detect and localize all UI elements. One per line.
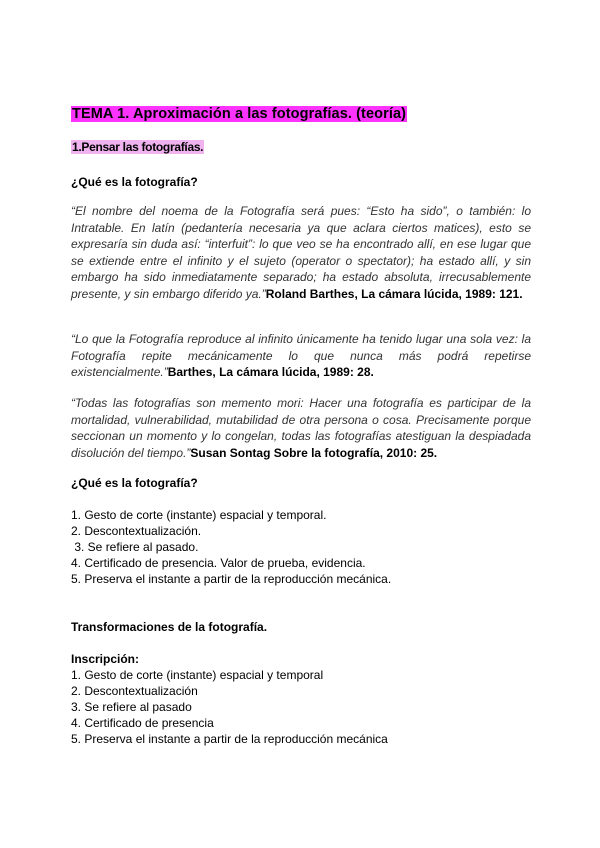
quote-text: “El nombre del noema de la Fotografía será pues: “Esto ha sido”, o también: lo Intratable. En latín (pedantería necesaria ya que aclara ciertos matices), esto se expresaría sin duda así: “interfuit”: lo que veo se ha encontrado allí, en ese lugar que se extiende entre el infinito y el sujeto (operator o spectator); ha estado allí, y sin embargo ha sido inmediatamente separado; ha estado absoluta, irrecusablemente presente, y sin embargo diferido ya.”	[71, 204, 531, 301]
list-item: 5. Preserva el instante a partir de la reproducción mecánica.	[71, 572, 392, 586]
list-inscripcion	[71, 667, 531, 747]
list-item: 1. Gesto de corte (instante) espacial y temporal.	[71, 508, 327, 522]
list-que-es	[71, 507, 531, 587]
heading-que-es-2: ¿Qué es la fotografía?	[71, 476, 198, 490]
heading-transformaciones: Transformaciones de la fotografía.	[71, 620, 268, 634]
quote-source: Barthes, La cámara lúcida, 1989: 28.	[167, 365, 374, 379]
quote-sontag	[71, 395, 531, 461]
list-item: 4. Certificado de presencia. Valor de prueba, evidencia.	[71, 556, 366, 570]
document-title: TEMA 1. Aproximación a las fotografías. (teoría)	[72, 106, 407, 122]
heading-inscripcion: Inscripción:	[71, 652, 140, 666]
list-item: 1. Gesto de corte (instante) espacial y temporal	[71, 668, 324, 682]
quote-source: Susan Sontag Sobre la fotografía, 2010: 25.	[190, 445, 438, 460]
quote-barthes-2	[71, 331, 531, 381]
quote-text: “Todas las fotografías son memento mori: Hacer una fotografía es participar de la mortalidad, vulnerabilidad, mutabilidad de otra persona o cosa. Precisamente porque seccionan un momento y lo congelan, todas las fotografías atestiguan la despiadada disolución del tiempo.”	[71, 396, 531, 460]
list-item: 3. Se refiere al pasado	[71, 700, 192, 714]
quote-barthes-1	[71, 203, 531, 302]
list-item: 2. Descontextualización	[71, 684, 198, 698]
list-item: 3. Se refiere al pasado.	[71, 540, 199, 554]
list-item: 5. Preserva el instante a partir de la reproducción mecánica	[71, 732, 388, 746]
list-item: 2. Descontextualización.	[71, 524, 202, 538]
quote-source: Roland Barthes, La cámara lúcida, 1989: 121.	[265, 286, 523, 301]
list-item: 4. Certificado de presencia	[71, 716, 214, 730]
section-subtitle: 1.Pensar las fotografías.	[72, 140, 204, 154]
heading-que-es-1: ¿Qué es la fotografía?	[71, 175, 198, 189]
quote-text: “Lo que la Fotografía reproduce al infinito únicamente ha tenido lugar una sola vez: la Fotografía repite mecánicamente lo que nunca más podrá repetirse existencialmente.”	[71, 332, 531, 379]
